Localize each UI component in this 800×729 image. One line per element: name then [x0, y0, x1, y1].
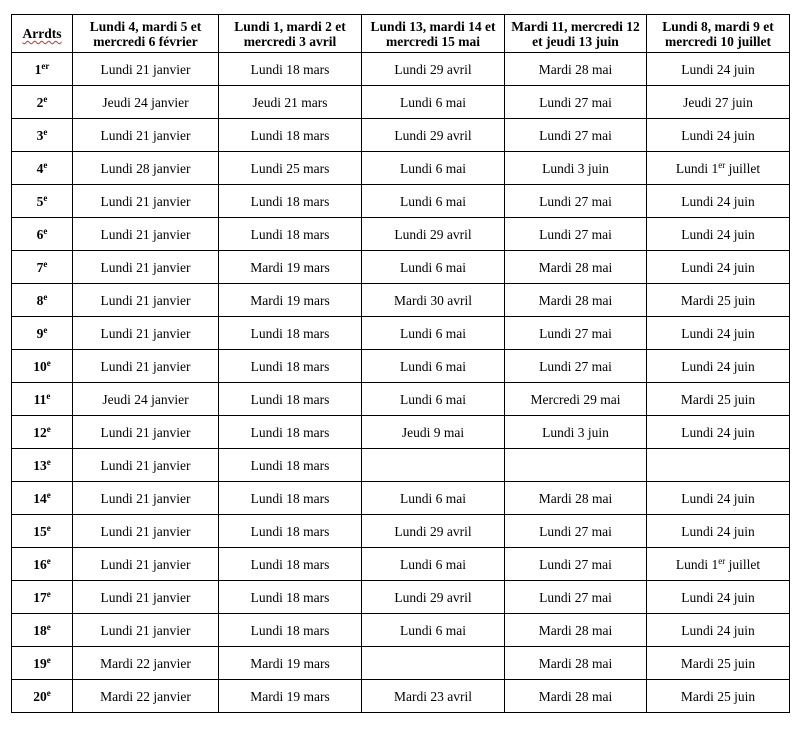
column-header: Mardi 11, mercredi 12 et jeudi 13 juin — [505, 15, 647, 53]
date-cell: Lundi 24 juin — [647, 614, 790, 647]
date-cell: Lundi 25 mars — [219, 152, 362, 185]
date-cell: Mardi 25 juin — [647, 383, 790, 416]
arrondissement-suffix: e — [43, 192, 48, 203]
date-cell: Lundi 18 mars — [219, 218, 362, 251]
date-cell: Mardi 30 avril — [362, 284, 505, 317]
arrondissement-number: 16 — [33, 556, 47, 572]
date-cell: Lundi 18 mars — [219, 449, 362, 482]
date-cell: Lundi 6 mai — [362, 614, 505, 647]
date-cell: Lundi 6 mai — [362, 383, 505, 416]
arrondissement-cell — [12, 482, 73, 515]
arrondissement-cell — [12, 317, 73, 350]
arrondissement-cell — [12, 548, 73, 581]
date-cell: Mardi 19 mars — [219, 647, 362, 680]
date-cell: Lundi 18 mars — [219, 317, 362, 350]
date-cell: Jeudi 24 janvier — [73, 383, 219, 416]
table-row — [12, 449, 790, 482]
date-cell: Lundi 24 juin — [647, 119, 790, 152]
date-cell: Lundi 18 mars — [219, 119, 362, 152]
arrondissement-suffix: e — [43, 258, 48, 269]
arrondissement-number: 8 — [36, 292, 44, 308]
date-cell: Lundi 24 juin — [647, 251, 790, 284]
date-cell: Lundi 21 janvier — [73, 350, 219, 383]
table-row — [12, 647, 790, 680]
date-cell — [362, 647, 505, 680]
arrondissement-suffix: e — [46, 456, 51, 467]
date-cell: Lundi 27 mai — [505, 317, 647, 350]
date-cell: Lundi 21 janvier — [73, 581, 219, 614]
table-row — [12, 614, 790, 647]
date-cell: Lundi 29 avril — [362, 515, 505, 548]
table-row — [12, 680, 790, 713]
date-cell: Lundi 27 mai — [505, 350, 647, 383]
table-row — [12, 548, 790, 581]
table-row — [12, 53, 790, 86]
date-cell: Lundi 18 mars — [219, 185, 362, 218]
date-cell: Jeudi 21 mars — [219, 86, 362, 119]
arrondissement-cell — [12, 251, 73, 284]
date-cell: Lundi 6 mai — [362, 317, 505, 350]
date-cell: Lundi 21 janvier — [73, 53, 219, 86]
arrondissement-number: 20 — [33, 688, 47, 704]
date-cell: Lundi 24 juin — [647, 218, 790, 251]
date-cell: Lundi 27 mai — [505, 515, 647, 548]
date-cell: Lundi 3 juin — [505, 416, 647, 449]
arrondissement-number: 19 — [33, 655, 47, 671]
table-row — [12, 581, 790, 614]
table-row — [12, 317, 790, 350]
arrondissement-cell — [12, 383, 73, 416]
date-cell: Lundi 6 mai — [362, 185, 505, 218]
date-cell: Mardi 28 mai — [505, 614, 647, 647]
date-cell: Lundi 18 mars — [219, 350, 362, 383]
date-cell: Lundi 3 juin — [505, 152, 647, 185]
date-cell: Lundi 18 mars — [219, 416, 362, 449]
date-cell: Lundi 6 mai — [362, 350, 505, 383]
date-cell: Lundi 24 juin — [647, 185, 790, 218]
date-cell: Lundi 28 janvier — [73, 152, 219, 185]
arrondissement-cell — [12, 152, 73, 185]
date-cell: Mardi 23 avril — [362, 680, 505, 713]
arrondissement-cell — [12, 218, 73, 251]
date-cell — [647, 449, 790, 482]
date-cell: Lundi 27 mai — [505, 581, 647, 614]
date-cell: Lundi 24 juin — [647, 581, 790, 614]
date-cell: Mardi 28 mai — [505, 680, 647, 713]
date-cell: Lundi 18 mars — [219, 383, 362, 416]
arrondissement-suffix: e — [46, 522, 51, 533]
arrondissement-suffix: e — [46, 390, 51, 401]
ordinal-suffix: er — [718, 159, 726, 170]
date-cell: Mardi 19 mars — [219, 680, 362, 713]
arrondissement-number: 4 — [36, 160, 44, 176]
arrondissement-number: 14 — [33, 490, 47, 506]
arrondissement-cell — [12, 284, 73, 317]
arrondissement-number: 7 — [36, 259, 44, 275]
arrondissement-suffix: er — [41, 60, 50, 71]
arrondissement-number: 6 — [36, 226, 44, 242]
date-cell: Lundi 21 janvier — [73, 317, 219, 350]
schedule-table — [11, 14, 790, 713]
date-cell: Lundi 6 mai — [362, 86, 505, 119]
table-row — [12, 218, 790, 251]
date-cell: Lundi 29 avril — [362, 581, 505, 614]
arrondissement-cell — [12, 86, 73, 119]
arrondissement-suffix: e — [46, 555, 51, 566]
arrondissement-number: 12 — [33, 424, 47, 440]
date-cell: Lundi 21 janvier — [73, 185, 219, 218]
arrondissement-suffix: e — [46, 423, 51, 434]
table-row — [12, 251, 790, 284]
date-cell: Mercredi 29 mai — [505, 383, 647, 416]
arrondissement-number: 2 — [36, 94, 44, 110]
arrondissement-cell — [12, 515, 73, 548]
arrondissement-number: 15 — [33, 523, 47, 539]
table-row — [12, 284, 790, 317]
date-cell: Lundi 6 mai — [362, 152, 505, 185]
date-cell: Lundi 24 juin — [647, 350, 790, 383]
arrondissement-number: 13 — [33, 457, 47, 473]
arrondissement-cell — [12, 647, 73, 680]
arrondissement-number: 17 — [33, 589, 47, 605]
date-cell: Lundi 29 avril — [362, 119, 505, 152]
date-cell: Lundi 18 mars — [219, 515, 362, 548]
date-cell: Mardi 28 mai — [505, 284, 647, 317]
arrondissement-suffix: e — [46, 588, 51, 599]
date-cell: Mardi 22 janvier — [73, 647, 219, 680]
arrondissement-suffix: e — [43, 225, 48, 236]
date-cell: Mardi 28 mai — [505, 647, 647, 680]
date-cell: Lundi 1er juillet — [647, 548, 790, 581]
date-cell: Lundi 1er juillet — [647, 152, 790, 185]
date-cell: Lundi 29 avril — [362, 218, 505, 251]
date-cell: Lundi 27 mai — [505, 548, 647, 581]
date-cell: Lundi 21 janvier — [73, 482, 219, 515]
date-cell: Lundi 27 mai — [505, 185, 647, 218]
table-row — [12, 350, 790, 383]
ordinal-suffix: er — [718, 555, 726, 566]
date-cell: Lundi 21 janvier — [73, 515, 219, 548]
table-row — [12, 152, 790, 185]
date-cell: Lundi 21 janvier — [73, 614, 219, 647]
date-cell: Lundi 18 mars — [219, 548, 362, 581]
table-row — [12, 86, 790, 119]
arrondissement-cell — [12, 581, 73, 614]
arrondissement-header: Arrdts — [12, 15, 73, 53]
table-row — [12, 383, 790, 416]
date-cell: Lundi 21 janvier — [73, 416, 219, 449]
date-cell: Mardi 19 mars — [219, 284, 362, 317]
date-cell: Lundi 21 janvier — [73, 449, 219, 482]
arrondissement-suffix: e — [46, 489, 51, 500]
arrondissement-suffix: e — [46, 621, 51, 632]
date-cell: Lundi 27 mai — [505, 86, 647, 119]
arrondissement-cell — [12, 185, 73, 218]
date-cell: Lundi 6 mai — [362, 548, 505, 581]
date-cell — [505, 449, 647, 482]
date-cell: Lundi 21 janvier — [73, 218, 219, 251]
arrondissement-suffix: e — [43, 324, 48, 335]
date-cell: Lundi 18 mars — [219, 53, 362, 86]
column-header: Lundi 4, mardi 5 et mercredi 6 février — [73, 15, 219, 53]
date-cell: Lundi 18 mars — [219, 581, 362, 614]
arrondissement-suffix: e — [46, 654, 51, 665]
date-cell: Lundi 21 janvier — [73, 251, 219, 284]
arrondissement-number: 1 — [34, 61, 42, 77]
arrondissement-suffix: e — [43, 93, 48, 104]
arrondissement-suffix: e — [46, 357, 51, 368]
column-header: Lundi 8, mardi 9 et mercredi 10 juillet — [647, 15, 790, 53]
date-cell: Mardi 25 juin — [647, 680, 790, 713]
arrondissement-cell — [12, 449, 73, 482]
date-cell: Lundi 21 janvier — [73, 119, 219, 152]
arrondissement-number: 5 — [36, 193, 44, 209]
date-cell: Lundi 27 mai — [505, 119, 647, 152]
table-header — [12, 15, 790, 53]
arrondissement-suffix: e — [43, 159, 48, 170]
date-cell: Lundi 21 janvier — [73, 284, 219, 317]
arrondissement-suffix: e — [43, 126, 48, 137]
date-cell: Lundi 24 juin — [647, 416, 790, 449]
date-cell: Jeudi 27 juin — [647, 86, 790, 119]
arrondissement-suffix: e — [43, 291, 48, 302]
date-cell: Jeudi 9 mai — [362, 416, 505, 449]
arrondissement-number: 3 — [36, 127, 44, 143]
date-cell: Mardi 28 mai — [505, 53, 647, 86]
date-cell: Lundi 18 mars — [219, 482, 362, 515]
arrondissement-number: 11 — [33, 391, 47, 407]
date-cell: Mardi 19 mars — [219, 251, 362, 284]
date-cell: Mardi 25 juin — [647, 284, 790, 317]
date-cell: Lundi 24 juin — [647, 53, 790, 86]
arrondissement-number: 9 — [36, 325, 44, 341]
table-row — [12, 416, 790, 449]
date-cell: Mardi 28 mai — [505, 482, 647, 515]
arrondissement-cell — [12, 680, 73, 713]
date-cell: Lundi 6 mai — [362, 251, 505, 284]
date-cell: Lundi 24 juin — [647, 515, 790, 548]
column-header: Lundi 1, mardi 2 et mercredi 3 avril — [219, 15, 362, 53]
table-row — [12, 119, 790, 152]
arrondissement-cell — [12, 53, 73, 86]
table-body — [12, 53, 790, 713]
date-cell: Lundi 24 juin — [647, 482, 790, 515]
date-cell: Lundi 21 janvier — [73, 548, 219, 581]
date-cell: Lundi 29 avril — [362, 53, 505, 86]
date-cell: Jeudi 24 janvier — [73, 86, 219, 119]
arrondissement-number: 18 — [33, 622, 47, 638]
arrondissement-cell — [12, 119, 73, 152]
date-cell: Mardi 28 mai — [505, 251, 647, 284]
arrondissement-cell — [12, 614, 73, 647]
arrondissement-suffix: e — [46, 687, 51, 698]
column-header: Lundi 13, mardi 14 et mercredi 15 mai — [362, 15, 505, 53]
date-cell: Lundi 6 mai — [362, 482, 505, 515]
arrondissement-number: 10 — [33, 358, 47, 374]
table-row — [12, 185, 790, 218]
date-cell: Lundi 27 mai — [505, 218, 647, 251]
date-cell — [362, 449, 505, 482]
date-cell: Mardi 22 janvier — [73, 680, 219, 713]
arrondissement-cell — [12, 416, 73, 449]
header-row — [12, 15, 790, 53]
date-cell: Lundi 18 mars — [219, 614, 362, 647]
date-cell: Lundi 24 juin — [647, 317, 790, 350]
table-row — [12, 482, 790, 515]
arrondissement-cell — [12, 350, 73, 383]
table-row — [12, 515, 790, 548]
date-cell: Mardi 25 juin — [647, 647, 790, 680]
